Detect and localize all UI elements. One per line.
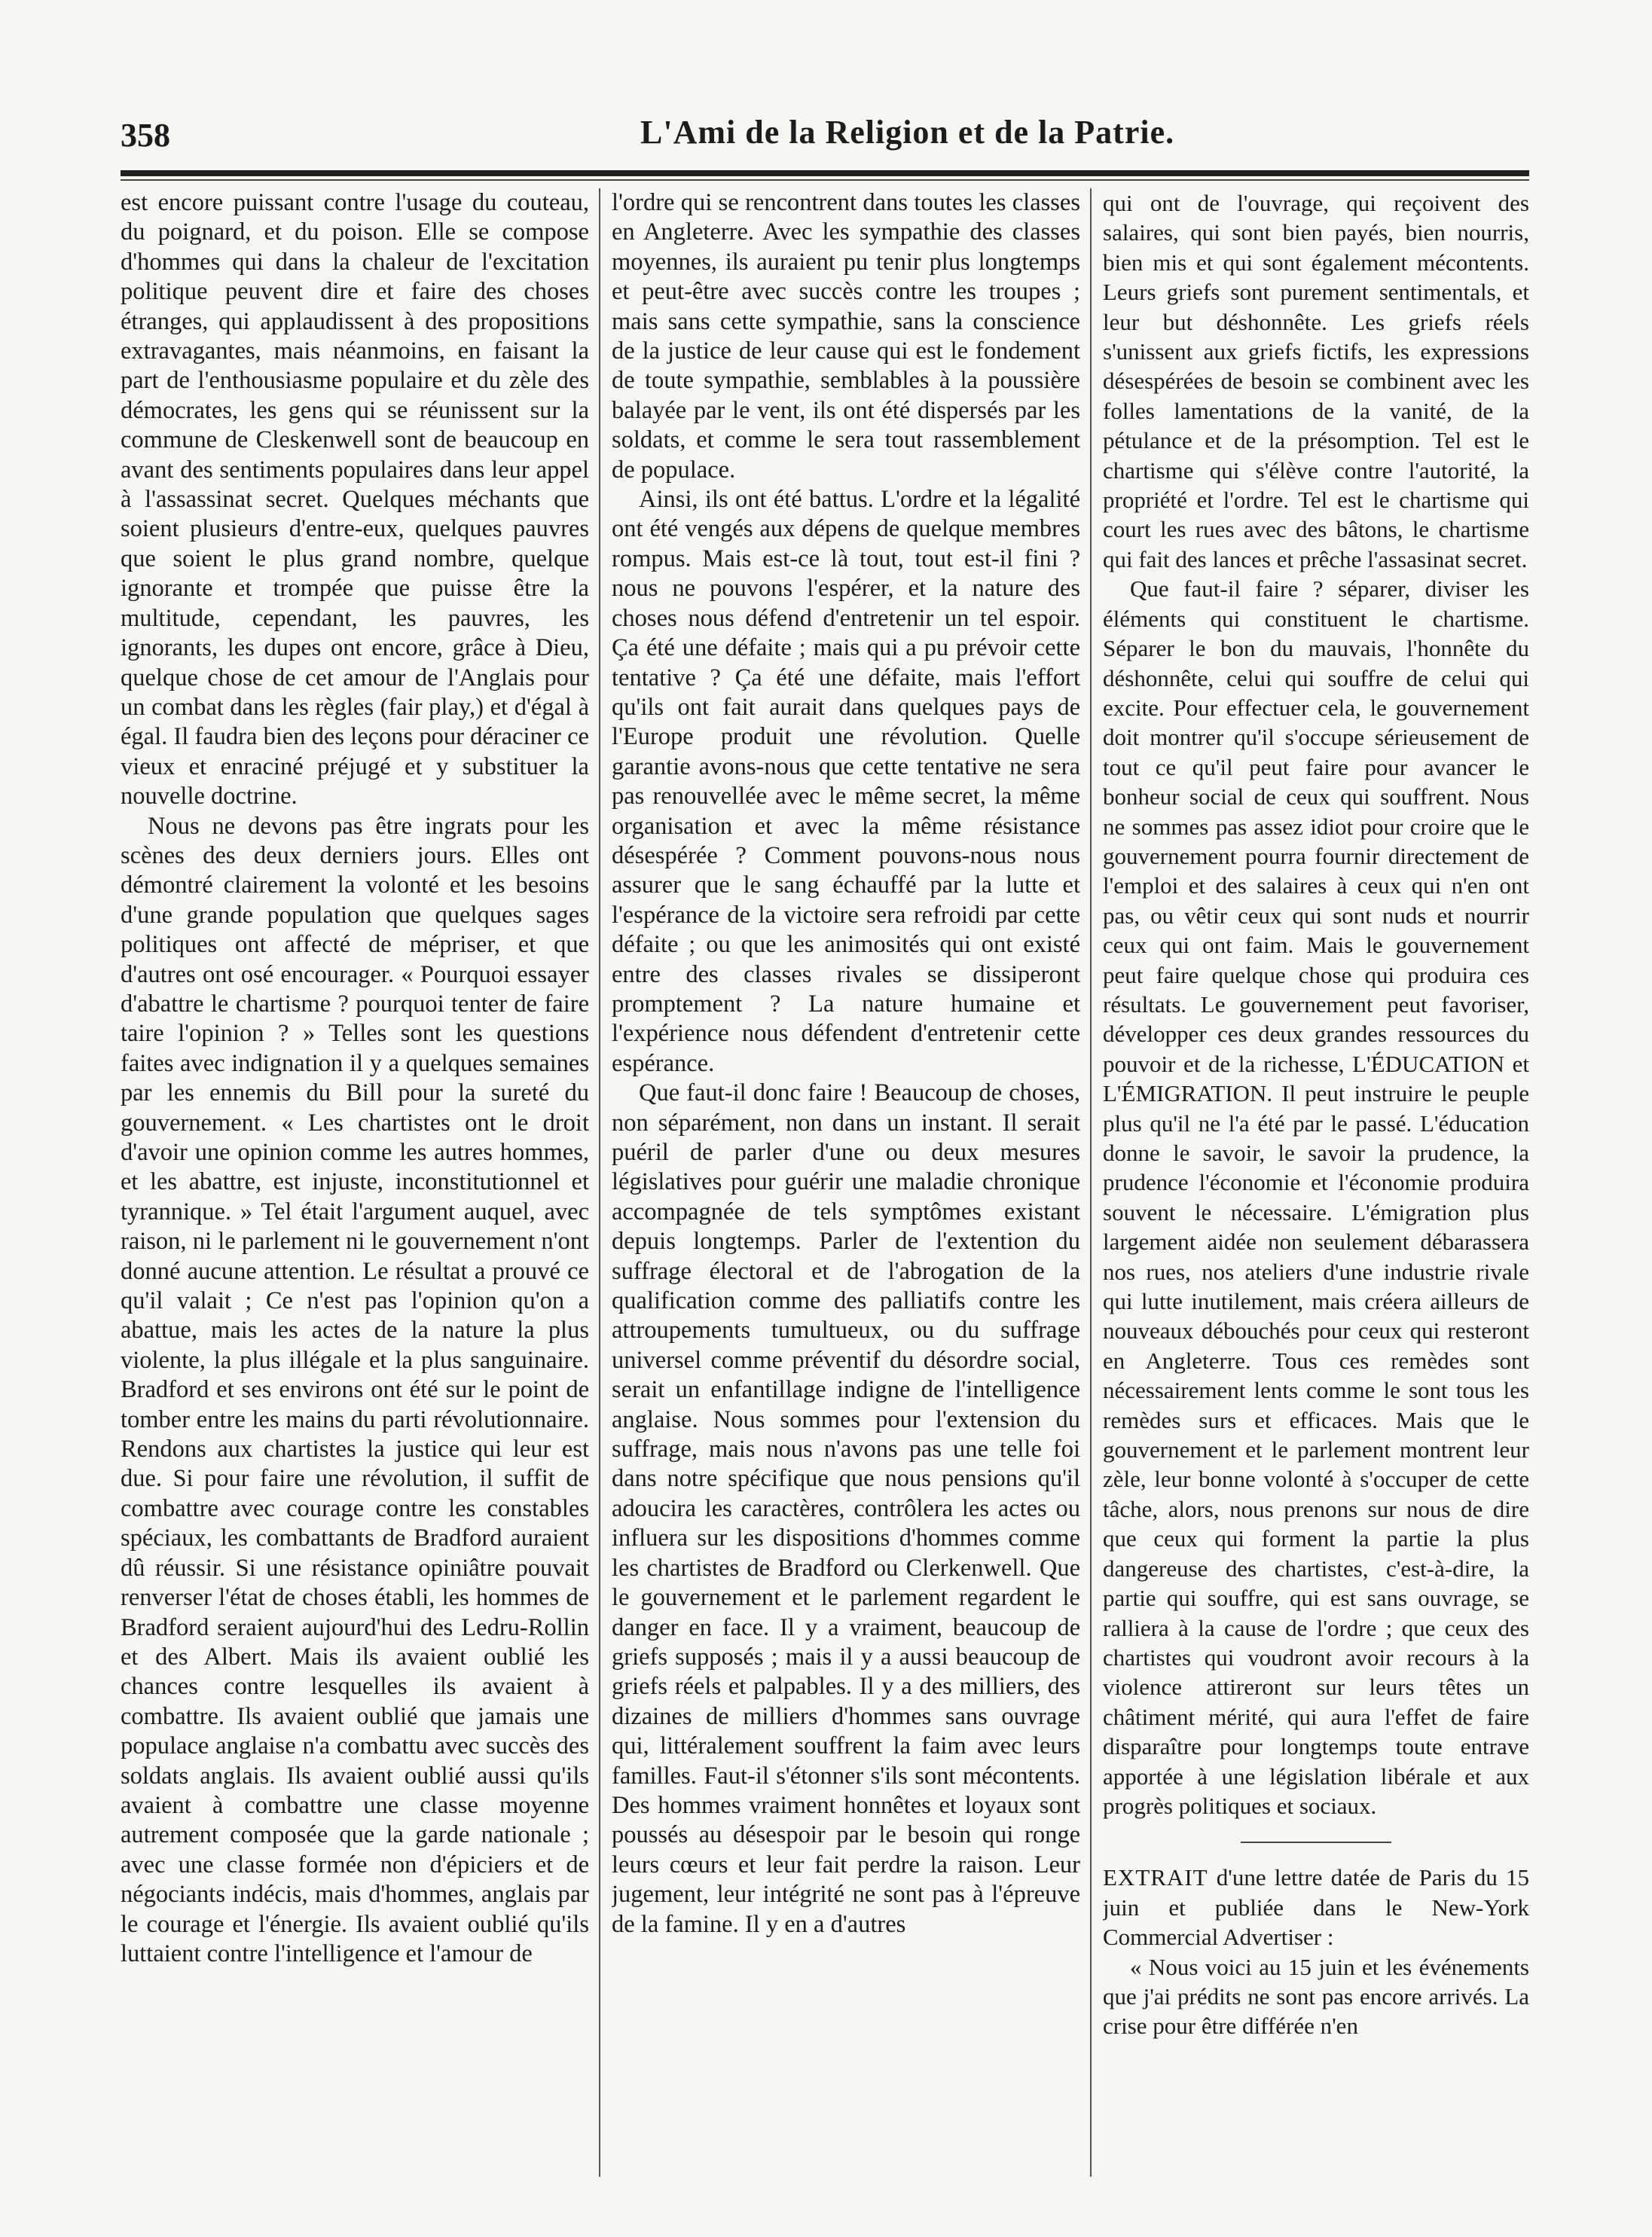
article-title [1103, 1863, 1529, 1952]
text-column-3 [1103, 188, 1529, 2177]
section-divider [1241, 1842, 1391, 1843]
paragraph: Que faut-il faire ? séparer, diviser les éléments qui constituent le chartisme. Séparer le bon du mauvais, l'honnête du déshonnête, celui qui souffre de celui qui excite. Pour effectuer cela, le gouvernement doit montrer qu'il s'occupe sérieusement de tout ce qu'il peut faire pour avancer le bonheur social de ceux qui souffrent. Nous ne sommes pas assez idiot pour croire que le gouvernement pourra fournir directement de l'emploi et des salaires à ceux qui n'en ont pas, ou vêtir ceux qui sont nuds et nourrir ceux qui ont faim. Mais le gouvernement peut faire quelque chose qui produira ces résultats. Le gouvernement peut favoriser, développer ces deux grandes ressources du pouvoir et de la richesse, L'ÉDUCATION et L'ÉMIGRATION. Il peut instruire le peuple plus qu'il ne l'a été par le passé. L'éducation donne le savoir, le savoir la prudence, la prudence l'économie et l'économie produira souvent le nécessaire. L'émigration plus largement aidée non seulement débarassera nos rues, nos ateliers d'une industrie rivale qui lutte inutilement, mais créera ailleurs de nouveaux débouchés pour ceux qui resteront en Angleterre. Tous ces remèdes sont nécessairement lents comme le sont tous les remèdes surs et efficaces. Mais que le gouvernement et le parlement montrent leur zèle, leur bonne volonté à s'occuper de cette tâche, alors, nous prenons sur nous de dire que ceux qui forment la partie la plus dangereuse des chartistes, c'est-à-dire, la partie qui souffre, qui est sans ouvrage, se ralliera à la cause de l'ordre ; que ceux des chartistes qui voudront avoir recours à la violence attireront sur leurs têtes un châtiment mérité, qui aura l'effet de faire disparaître pour longtemps toute entrave apportée à une législation libérale et aux progrès politiques et sociaux. [1103, 575, 1529, 1819]
page-header [121, 113, 1529, 158]
article-title-lead: EXTRAIT [1103, 1864, 1208, 1891]
article-paragraph: « Nous voici au 15 juin et les événements que j'ai prédits ne sont pas encore arrivés. La crise pour être différée n'en [1103, 1953, 1529, 2040]
paragraph: est encore puissant contre l'usage du couteau, du poignard, et du poison. Elle se compose d'hommes qui dans la chaleur de l'excitation politique peuvent dire et faire des choses étranges, qui applaudissent à des propositions extravagantes, mais néanmoins, en faisant la part de l'enthousiasme populaire et du zèle des démocrates, les gens qui se réunissent sur la commune de Cleskenwell sont de beaucoup en avant des sentiments populaires dans leur appel à l'assassinat secret. Quelques méchants que soient plusieurs d'entre-eux, quelques pauvres que soient le plus grand nombre, quelque ignorante et trompée que puisse être la multitude, cependant, les pauvres, les ignorants, les dupes ont encore, grâce à Dieu, quelque chose de cet amour de l'Anglais pour un combat dans les règles (fair play,) et d'égal à égal. Il faudra bien des leçons pour déraciner ce vieux et enraciné préjugé et y substituer la nouvelle doctrine. [121, 189, 589, 810]
page-number: 358 [121, 117, 170, 154]
paragraph: Que faut-il donc faire ! Beaucoup de choses, non séparément, non dans un instant. Il serait puéril de parler d'une ou deux mesures législatives pour guérir une maladie chronique accompagnée de tels symptômes existant depuis longtemps. Parler de l'extention du suffrage électoral et de l'abrogation de la qualification comme des palliatifs contre les attroupements tumultueux, ou du suffrage universel comme préventif du désordre social, serait un enfantillage indigne de l'intelligence anglaise. Nous sommes pour l'extension du suffrage, mais nous n'avons pas une telle foi dans notre spécifique que nous pensions qu'il adoucira les caractères, contrôlera les actes ou influera sur les dispositions d'hommes comme les chartistes de Bradford ou Clerkenwell. Que le gouvernement et le parlement regardent le danger en face. Il y a vraiment, beaucoup de griefs supposés ; mais il y a aussi beaucoup de griefs réels et palpables. Il y a des milliers, des dizaines de milliers d'hommes sans ouvrage qui, littéralement souffrent la faim avec leurs familles. Faut-il s'étonner s'ils sont mécontents. Des hommes vraiment honnêtes et loyaux sont poussés au désespoir par le besoin qui ronge leurs cœurs et leur fait perdre la raison. Leur jugement, leur intégrité ne sont pas à l'épreuve de la famine. Il y en a d'autres [612, 1079, 1080, 1938]
column-divider [599, 188, 600, 2177]
text-column-1 [121, 188, 589, 2177]
paragraph: qui ont de l'ouvrage, qui reçoivent des salaires, qui sont bien payés, bien nourris, bien mis et qui sont également mécontents. Leurs griefs sont purement sentimentals, et leur but déshonnête. Les griefs réels s'unissent aux griefs fictifs, les expressions désespérées de besoin se combinent avec les folles lamentations de la vanité, de la pétulance et de la présomption. Tel est le chartisme qui s'élève contre l'autorité, la propriété et l'ordre. Tel est le chartisme qui court les rues avec des bâtons, le chartisme qui fait des lances et prêche l'assasinat secret. [1103, 190, 1529, 572]
text-column-2 [612, 188, 1080, 2177]
header-rule-thin [121, 179, 1529, 181]
running-title: L'Ami de la Religion et de la Patrie. [640, 114, 1175, 151]
paragraph: Nous ne devons pas être ingrats pour les scènes des deux derniers jours. Elles ont démontré clairement la volonté et les besoins d'une grande population que quelques sages politiques ont affecté de mépriser, et que d'autres ont osé encourager. « Pourquoi essayer d'abattre le chartisme ? pourquoi tenter de faire taire l'opinion ? » Telles sont les questions faites avec indignation il y a quelques semaines par les ennemis du Bill pour la sureté du gouvernement. « Les chartistes ont le droit d'avoir une opinion comme les autres hommes, et les abattre, est injuste, inconstitutionnel et tyrannique. » Tel était l'argument auquel, avec raison, ni le parlement ni le gouvernement n'ont donné aucune attention. Le résultat a prouvé ce qu'il valait ; Ce n'est pas l'opinion qu'on a abattue, mais les actes de la nature la plus violente, la plus illégale et la plus sanguinaire. Bradford et ses environs ont été sur le point de tomber entre les mains du parti révolutionnaire. Rendons aux chartistes la justice qui leur est due. Si pour faire une révolution, il suffit de combattre avec courage contre les constables spéciaux, les combattants de Bradford auraient dû réussir. Si une résistance opiniâtre pouvait renverser l'état de choses établi, les hommes de Bradford seraient aujourd'hui des Ledru-Rollin et des Albert. Mais ils avaient oublié les chances contre lesquelles ils avaient à combattre. Ils avaient oublié que jamais une populace anglaise n'a combattu avec succès des soldats anglais. Ils avaient oublié aussi qu'ils avaient à combattre une classe moyenne autrement composée que la garde nationale ; avec une classe formée non d'épiciers et de négociants indécis, mais d'hommes, anglais par le courage et l'énergie. Ils avaient oublié qu'ils luttaient contre l'intelligence et l'amour de [121, 812, 589, 1967]
paragraph: l'ordre qui se rencontrent dans toutes les classes en Angleterre. Avec les sympathie des classes moyennes, ils auraient pu tenir plus longtemps et peut-être avec succès contre les troupes ; mais sans cette sympathie, sans la conscience de la justice de leur cause qui est le fondement de toute sympathie, semblables à la poussière balayée par le vent, ils ont été dispersés par les soldats, et comme le sera tout rassemblement de populace. [612, 189, 1080, 484]
paragraph: Ainsi, ils ont été battus. L'ordre et la légalité ont été vengés aux dépens de quelque membres rompus. Mais est-ce là tout, tout est-il fini ? nous ne pouvons l'espérer, et la nature des choses nous défend d'entretenir un tel espoir. Ça été une défaite ; mais qui a pu prévoir cette tentative ? Ça été une défaite, mais l'effort qu'ils ont fait aurait dans quelques pays de l'Europe produit une révolution. Quelle garantie avons-nous que cette tentative ne sera pas renouvellée avec le même secret, la même organisation et avec la même résistance désespérée ? Comment pouvons-nous nous assurer que le sang échauffé par la lutte et l'espérance de la victoire sera refroidi par cette défaite ; ou que les animosités qui ont existé entre des classes rivales se dissiperont promptement ? La nature humaine et l'expérience nous défendent d'entretenir cette espérance. [612, 486, 1080, 1077]
header-rule-thick [121, 170, 1529, 176]
column-divider [1090, 188, 1092, 2177]
article-title-rest: d'une lettre datée de Paris du 15 juin et publiée dans le New-York Commercial Advertiser : [1103, 1864, 1529, 1951]
